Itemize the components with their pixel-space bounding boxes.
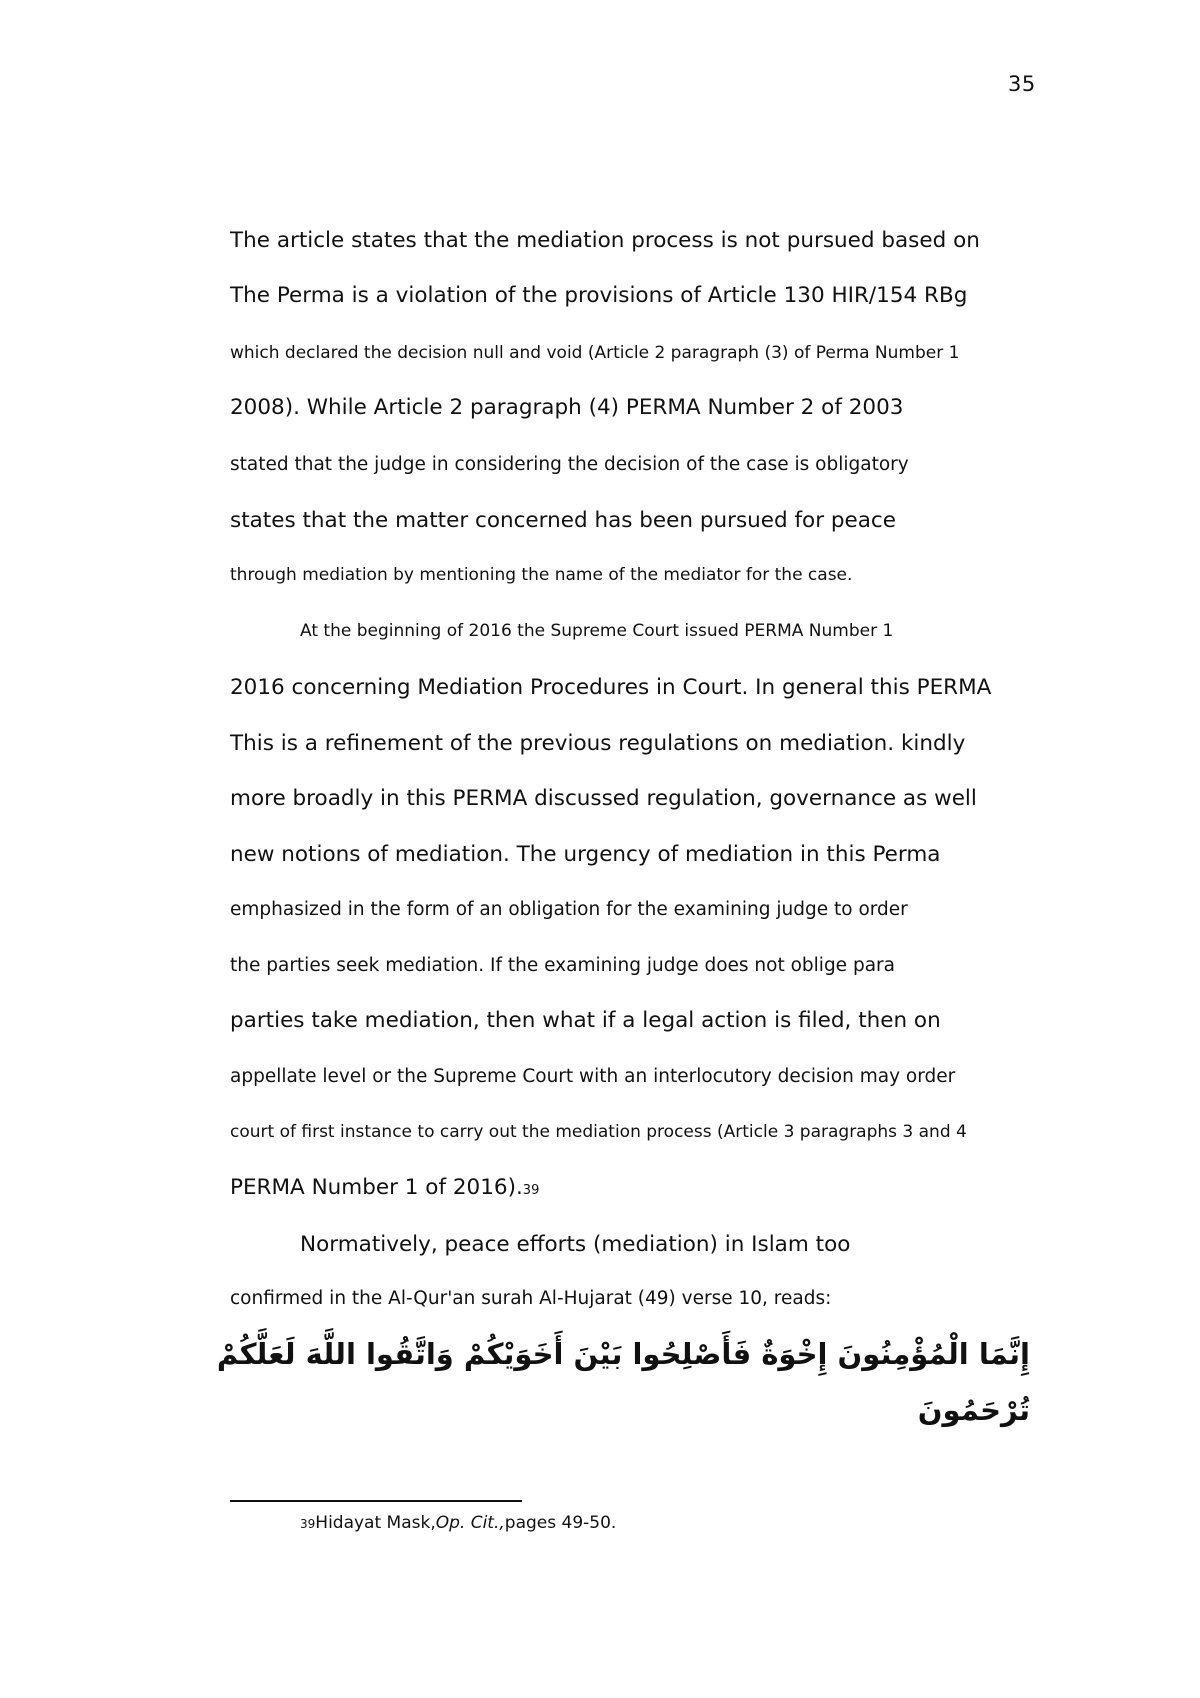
text-line: The article states that the mediation process is not pursued based on bbox=[230, 228, 980, 253]
text-line: 2008). While Article 2 paragraph (4) PERMA Number 2 of 2003 bbox=[230, 395, 904, 420]
text-line: emphasized in the form of an obligation for the examining judge to order bbox=[230, 899, 908, 920]
text-line: stated that the judge in considering the decision of the case is obligatory bbox=[230, 454, 909, 475]
text-line: states that the matter concerned has been pursued for peace bbox=[230, 508, 896, 533]
text-line: confirmed in the Al-Qur'an surah Al-Hujarat (49) verse 10, reads: bbox=[230, 1288, 832, 1309]
text-line: through mediation by mentioning the name of the mediator for the case. bbox=[230, 565, 853, 585]
footnote-pages: pages 49-50. bbox=[504, 1513, 617, 1533]
text-line: new notions of mediation. The urgency of mediation in this Perma bbox=[230, 842, 941, 867]
footnote-reference[interactable]: 39 bbox=[522, 1183, 540, 1198]
text-line: which declared the decision null and void (Article 2 paragraph (3) of Perma Number 1 bbox=[230, 343, 960, 363]
text-line: 2016 concerning Mediation Procedures in Court. In general this PERMA bbox=[230, 675, 992, 700]
arabic-verse-line: تُرْحَمُونَ bbox=[917, 1393, 1030, 1427]
page-number: 35 bbox=[1008, 72, 1036, 96]
footnote bbox=[300, 1513, 616, 1533]
text-line: Normatively, peace efforts (mediation) in Islam too bbox=[300, 1232, 851, 1257]
footnote-author: Hidayat Mask, bbox=[315, 1513, 436, 1533]
text-line: the parties seek mediation. If the examining judge does not oblige para bbox=[230, 955, 895, 976]
text-fragment: PERMA Number 1 of 2016). bbox=[230, 1175, 523, 1200]
text-line: This is a refinement of the previous regulations on mediation. kindly bbox=[230, 731, 966, 756]
footnote-number: 39 bbox=[300, 1517, 316, 1531]
text-line: The Perma is a violation of the provisions of Article 130 HIR/154 RBg bbox=[230, 283, 968, 308]
text-line: parties take mediation, then what if a legal action is filed, then on bbox=[230, 1008, 941, 1033]
text-line: court of first instance to carry out the mediation process (Article 3 paragraphs 3 and 4 bbox=[230, 1122, 967, 1142]
arabic-verse-line: إِنَّمَا الْمُؤْمِنُونَ إِخْوَةٌ فَأَصْلِحُوا بَيْنَ أَخَوَيْكُمْ وَاتَّقُوا اللَّهَ لَعَلَّكُمْ bbox=[216, 1337, 1030, 1371]
text-line: more broadly in this PERMA discussed regulation, governance as well bbox=[230, 786, 977, 811]
text-line: At the beginning of 2016 the Supreme Court issued PERMA Number 1 bbox=[300, 621, 894, 641]
text-line: appellate level or the Supreme Court with an interlocutory decision may order bbox=[230, 1066, 956, 1087]
footnote-citation: Op. Cit., bbox=[435, 1513, 505, 1533]
footnote-separator bbox=[230, 1500, 522, 1502]
text-line-last bbox=[230, 1175, 539, 1200]
